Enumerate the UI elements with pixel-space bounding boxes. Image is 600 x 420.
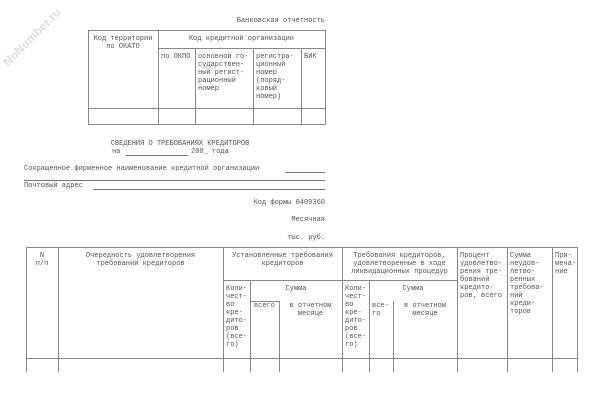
- date-field[interactable]: [126, 155, 188, 156]
- col-note: При- меча- ние: [555, 252, 577, 276]
- bik-header: БИК: [304, 53, 317, 61]
- col-percent: Процент удовлетво- рения тре- бований кредито- ров, всего: [460, 252, 503, 300]
- est-count: Коли- чест- во кре- дито- ров (все- го): [226, 285, 248, 349]
- sat-total: все- го: [372, 302, 389, 318]
- form-code: Код формы 0409360: [253, 199, 325, 207]
- date-prefix: на: [112, 148, 121, 156]
- col-order: Очередность удовлетворения требований кредиторов: [85, 252, 196, 268]
- org-name-field-line2[interactable]: [24, 180, 325, 181]
- reg-num-header: регистра- ционный номер (поряд- ковый номер): [256, 53, 294, 101]
- periodicity: Месячная: [291, 216, 325, 224]
- est-month: в отчетном месяце: [289, 302, 332, 318]
- date-year: 200_ года: [191, 148, 229, 156]
- units: тыс. руб.: [287, 234, 325, 242]
- address-field[interactable]: [93, 189, 325, 190]
- sat-sum: Сумма: [402, 285, 424, 293]
- org-name-field[interactable]: [285, 172, 325, 173]
- col-unsatisfied: Сумма неудов- летво- ренных требова- ний креди- торов: [510, 252, 544, 316]
- address-label: Почтовый адрес: [24, 182, 83, 190]
- col-num: N п/п: [35, 252, 49, 268]
- col-satisfied: Требования кредиторов, удовлетворенные в ходе ликвидационных процедур: [351, 252, 448, 276]
- est-sum: Сумма: [285, 285, 307, 293]
- sat-month: в отчетном месяце: [403, 302, 446, 318]
- reporting-label: Банковская отчетность: [236, 17, 325, 25]
- okato-header: Код территории по ОКАТО: [93, 35, 153, 51]
- col-established: Установленные требования кредиторов: [232, 252, 333, 268]
- est-total: всего: [253, 302, 275, 310]
- okpo-header: по ОКПО: [161, 53, 191, 61]
- document-title: СВЕДЕНИЯ О ТРЕБОВАНИЯХ КРЕДИТОРОВ: [110, 140, 250, 148]
- org-code-header: Код кредитной организации: [188, 35, 295, 43]
- ogrn-header: основной го- сударствен- ный регист- рационный номер: [198, 53, 249, 93]
- watermark: NoNumber.ru: [0, 5, 64, 69]
- org-name-label: Сокращенное фирменное наименование кредитной организации: [24, 165, 260, 173]
- sat-count: Коли- чест- во кре- дито- ров (все- го): [345, 285, 367, 349]
